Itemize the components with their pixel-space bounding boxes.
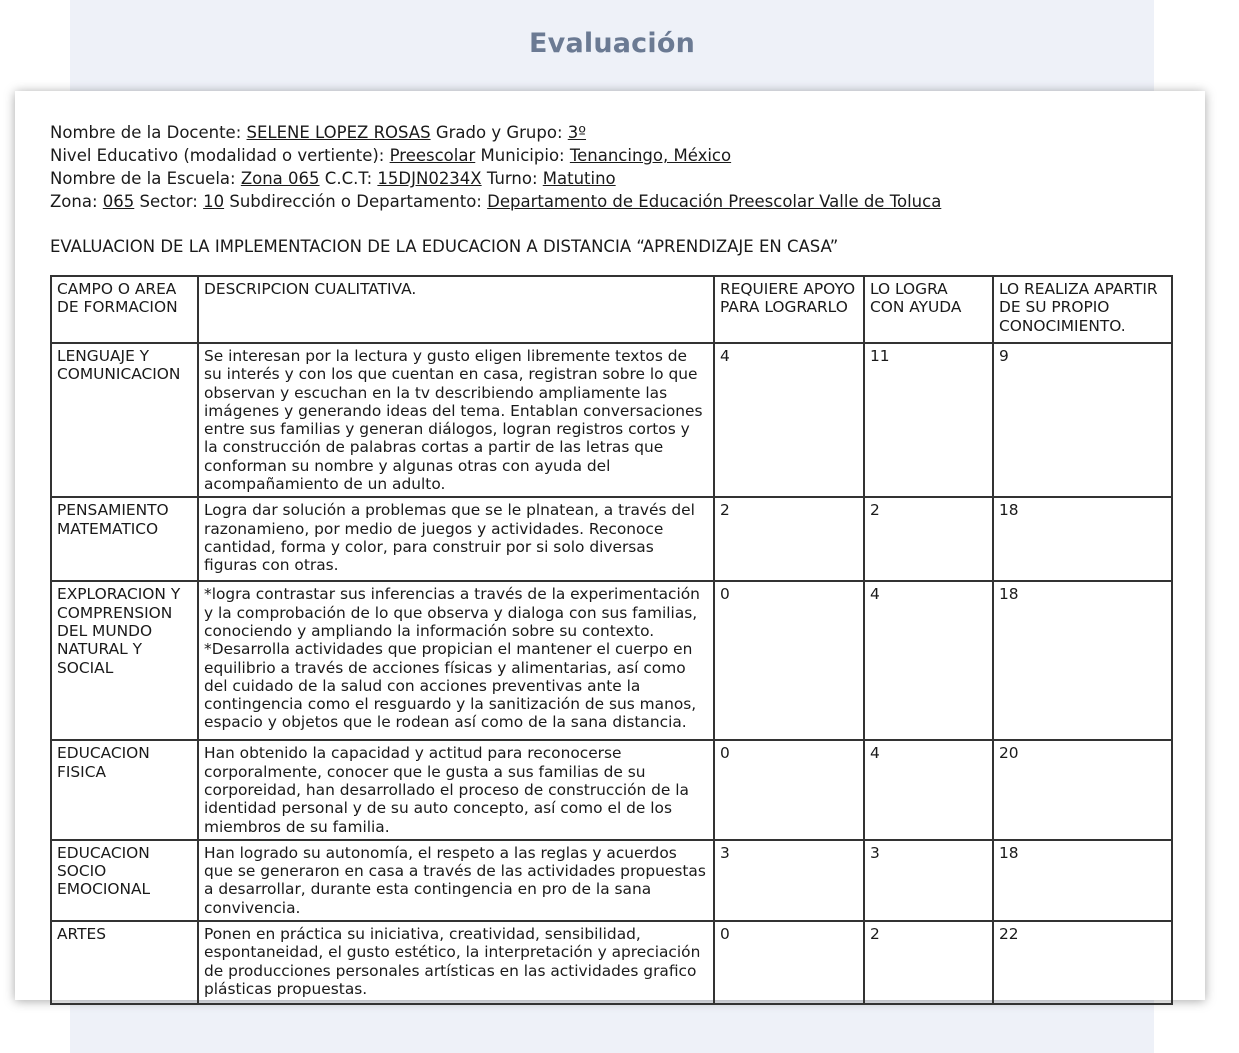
municipio-label: Municipio: — [480, 146, 565, 165]
cell-propio: 22 — [993, 921, 1172, 1004]
cell-descripcion: *logra contrastar sus inferencias a través de la experimentación y la comprobación de lo que observa y dialoga con sus familias, conociendo y ampliando la información sobre su contexto. *Desarrolla actividades que propician el mantener el cuerpo en equilibrio a través de acciones físicas y alimentarias, así como del cuidado de la salud con acciones preventivas ante la contingencia como el resguardo y la sanitización de sus manos, espacio y objetos que le rodean así como de la sana distancia. — [198, 581, 714, 740]
cell-campo: EXPLORACION Y COMPRENSION DEL MUNDO NATURAL Y SOCIAL — [51, 581, 198, 740]
cell-descripcion: Han obtenido la capacidad y actitud para reconocerse corporalmente, conocer que le gusta a sus familias de su corporeidad, han desarrollado el proceso de construcción de la identidad personal y de su auto concepto, así como el de los miembros de su familia. — [198, 740, 714, 839]
cell-ayuda: 3 — [864, 840, 993, 921]
grado-value: 3º — [567, 123, 587, 142]
cell-propio: 18 — [993, 581, 1172, 740]
escuela-label: Nombre de la Escuela: — [50, 169, 236, 188]
sector-label: Sector: — [139, 192, 198, 211]
cell-ayuda: 4 — [864, 581, 993, 740]
teacher-info — [50, 121, 1180, 213]
section-heading: EVALUACION DE LA IMPLEMENTACION DE LA EDUCACION A DISTANCIA “APRENDIZAJE EN CASA” — [50, 237, 839, 256]
info-line-docente — [50, 121, 1180, 144]
header-propio: LO REALIZA APARTIR DE SU PROPIO CONOCIMIENTO. — [993, 276, 1172, 343]
cell-descripcion: Ponen en práctica su iniciativa, creatividad, sensibilidad, espontaneidad, el gusto estético, la interpretación y apreciación de producciones personales artísticas en las actividades grafico plásticas propuestas. — [198, 921, 714, 1004]
grado-label: Grado y Grupo — [435, 123, 557, 142]
cell-requiere: 0 — [714, 921, 864, 1004]
cell-requiere: 0 — [714, 740, 864, 839]
cell-requiere: 0 — [714, 581, 864, 740]
escuela-value: Zona 065 — [240, 169, 320, 188]
cell-descripcion: Se interesan por la lectura y gusto eligen libremente textos de su interés y con los que cuentan en casa, registran sobre lo que observan y escuchan en la tv describiendo ampliamente las imágenes y generando ideas del tema. Entablan conversaciones entre sus familias y generan diálogos, logran registros cortos y la construcción de palabras cortas a partir de las letras que conforman su nombre y algunas otras con ayuda del acompañamiento de un adulto. — [198, 343, 714, 497]
cell-descripcion: Logra dar solución a problemas que se le plnatean, a través del razonamieno, por medio de juegos y actividades. Reconoce cantidad, forma y color, para construir por si solo diversas figuras con otras. — [198, 497, 714, 581]
info-line-escuela — [50, 167, 1180, 190]
nivel-value: Preescolar — [389, 146, 476, 165]
sector-value: 10 — [203, 192, 225, 211]
header-descripcion: DESCRIPCION CUALITATIVA. — [198, 276, 714, 343]
municipio-value: Tenancingo, México — [569, 146, 732, 165]
table-header-row — [51, 276, 1172, 343]
zona-value: 065 — [102, 192, 135, 211]
cell-ayuda: 2 — [864, 921, 993, 1004]
cell-requiere: 4 — [714, 343, 864, 497]
cct-value: 15DJN0234X — [377, 169, 482, 188]
table-row — [51, 581, 1172, 740]
cell-campo: EDUCACION SOCIO EMOCIONAL — [51, 840, 198, 921]
docente-label: Nombre de la Docente: — [50, 123, 242, 142]
zona-label: Zona: — [50, 192, 98, 211]
cell-ayuda: 2 — [864, 497, 993, 581]
cell-campo: ARTES — [51, 921, 198, 1004]
table-row — [51, 840, 1172, 921]
cell-requiere: 2 — [714, 497, 864, 581]
table-row — [51, 343, 1172, 497]
table-row — [51, 497, 1172, 581]
grado-colon: : — [556, 123, 563, 142]
info-line-zona — [50, 190, 1180, 213]
cell-campo: LENGUAJE Y COMUNICACION — [51, 343, 198, 497]
header-campo: CAMPO O AREA DE FORMACION — [51, 276, 198, 343]
evaluation-sheet — [15, 91, 1205, 1000]
subdireccion-label: Subdirección o Departamento: — [229, 192, 482, 211]
evaluation-table — [50, 275, 1173, 1005]
nivel-label: Nivel Educativo (modalidad o vertiente): — [50, 146, 385, 165]
info-line-nivel — [50, 144, 1180, 167]
page-title: Evaluación — [529, 28, 695, 59]
header-ayuda: LO LOGRA CON AYUDA — [864, 276, 993, 343]
cell-campo: PENSAMIENTO MATEMATICO — [51, 497, 198, 581]
turno-label: Turno: — [486, 169, 538, 188]
cell-descripcion: Han logrado su autonomía, el respeto a las reglas y acuerdos que se generaron en casa a través de las actividades propuestas a desarrollar, durante esta contingencia en pro de la sana convivencia. — [198, 840, 714, 921]
cell-propio: 18 — [993, 497, 1172, 581]
table-row — [51, 740, 1172, 839]
table-row — [51, 921, 1172, 1004]
cell-ayuda: 4 — [864, 740, 993, 839]
cell-ayuda: 11 — [864, 343, 993, 497]
cct-label: C.C.T: — [324, 169, 373, 188]
subdireccion-value: Departamento de Educación Preescolar Valle de Toluca — [487, 192, 942, 211]
cell-propio: 18 — [993, 840, 1172, 921]
docente-value: SELENE LOPEZ ROSAS — [246, 123, 431, 142]
cell-propio: 20 — [993, 740, 1172, 839]
cell-propio: 9 — [993, 343, 1172, 497]
header-requiere: REQUIERE APOYO PARA LOGRARLO — [714, 276, 864, 343]
cell-campo: EDUCACION FISICA — [51, 740, 198, 839]
turno-value: Matutino — [542, 169, 616, 188]
cell-requiere: 3 — [714, 840, 864, 921]
